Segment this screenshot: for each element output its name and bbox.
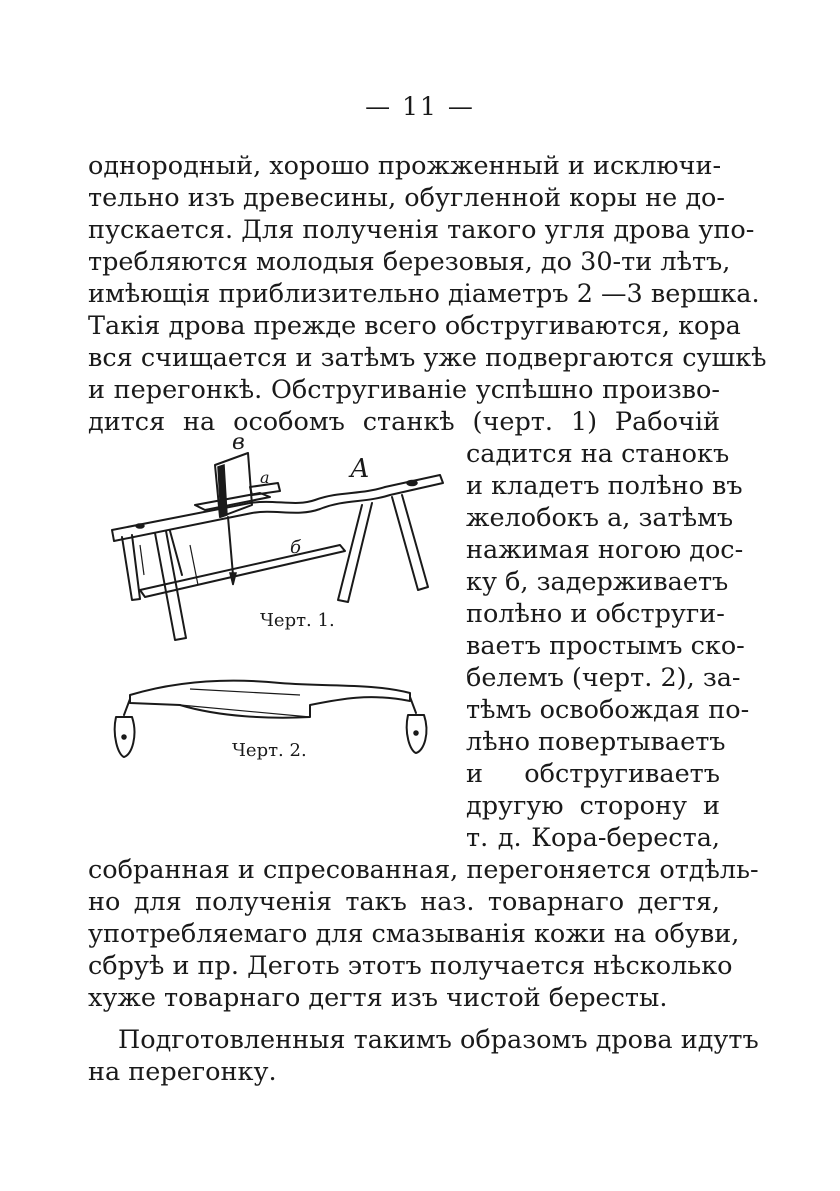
text-line: сбруѣ и пр. Деготь этотъ получается нѣсколько: [88, 951, 733, 981]
text-line: употребляемаго для смазыванія кожи на обуви,: [88, 919, 740, 949]
text-line: но для полученія такъ наз. товарнаго дегтя,: [88, 887, 720, 917]
text-line: тѣмъ освобождая по-: [466, 695, 750, 725]
text-line: Такія дрова прежде всего обстругиваются, кора: [88, 311, 741, 341]
text-line: т. д. Кора-береста,: [466, 823, 720, 853]
text-line: однородный, хорошо прожженный и исключи-: [88, 151, 722, 181]
text-line: на перегонку.: [88, 1057, 277, 1087]
text-line: желобокъ а, затѣмъ: [466, 503, 734, 533]
text-line: собранная и спресованная, перегоняется отдѣль-: [88, 855, 759, 885]
text-line: ваетъ простымъ ско-: [466, 631, 745, 661]
text-line: ку б, задерживаетъ: [466, 567, 729, 597]
figure-2-caption: Черт. 2.: [232, 740, 307, 761]
text-line: вся счищается и затѣмъ уже подвергаются сушкѣ: [88, 343, 767, 373]
figure-1-label-b: б: [290, 537, 301, 558]
text-line: хуже товарнаго дегтя изъ чистой бересты.: [88, 983, 668, 1013]
text-line: Подготовленныя такимъ образомъ дрова идутъ: [118, 1025, 759, 1055]
text-line: пускается. Для полученія такого угля дрова упо-: [88, 215, 755, 245]
figure-1-label-v: в: [232, 430, 245, 455]
text-line: садится на станокъ: [466, 439, 730, 469]
text-line: и кладетъ полѣно въ: [466, 471, 743, 501]
text-line: лѣно повертываетъ: [466, 727, 726, 757]
text-line: дится на особомъ станкѣ (черт. 1) Рабочій: [88, 407, 720, 437]
figure-1-caption: Черт. 1.: [260, 610, 335, 631]
figure-1-label-a-big: А: [350, 454, 370, 484]
text-line: нажимая ногою дос-: [466, 535, 744, 565]
text-line: белемъ (черт. 2), за-: [466, 663, 741, 693]
text-line: другую сторону и: [466, 791, 720, 821]
text-line: требляются молодыя березовыя, до 30-ти лѣтъ,: [88, 247, 731, 277]
figure-1-label-a-small: а: [260, 468, 270, 487]
page-number: — 11 —: [365, 92, 475, 121]
text-line: полѣно и обструги-: [466, 599, 725, 629]
text-line: и перегонкѣ. Обстругиваніе успѣшно произво-: [88, 375, 720, 405]
text-line: имѣющія приблизительно діаметръ 2 —3 вершка.: [88, 279, 760, 309]
text-line: и обстругиваетъ: [466, 759, 720, 789]
text-line: тельно изъ древесины, обугленной коры не до-: [88, 183, 725, 213]
